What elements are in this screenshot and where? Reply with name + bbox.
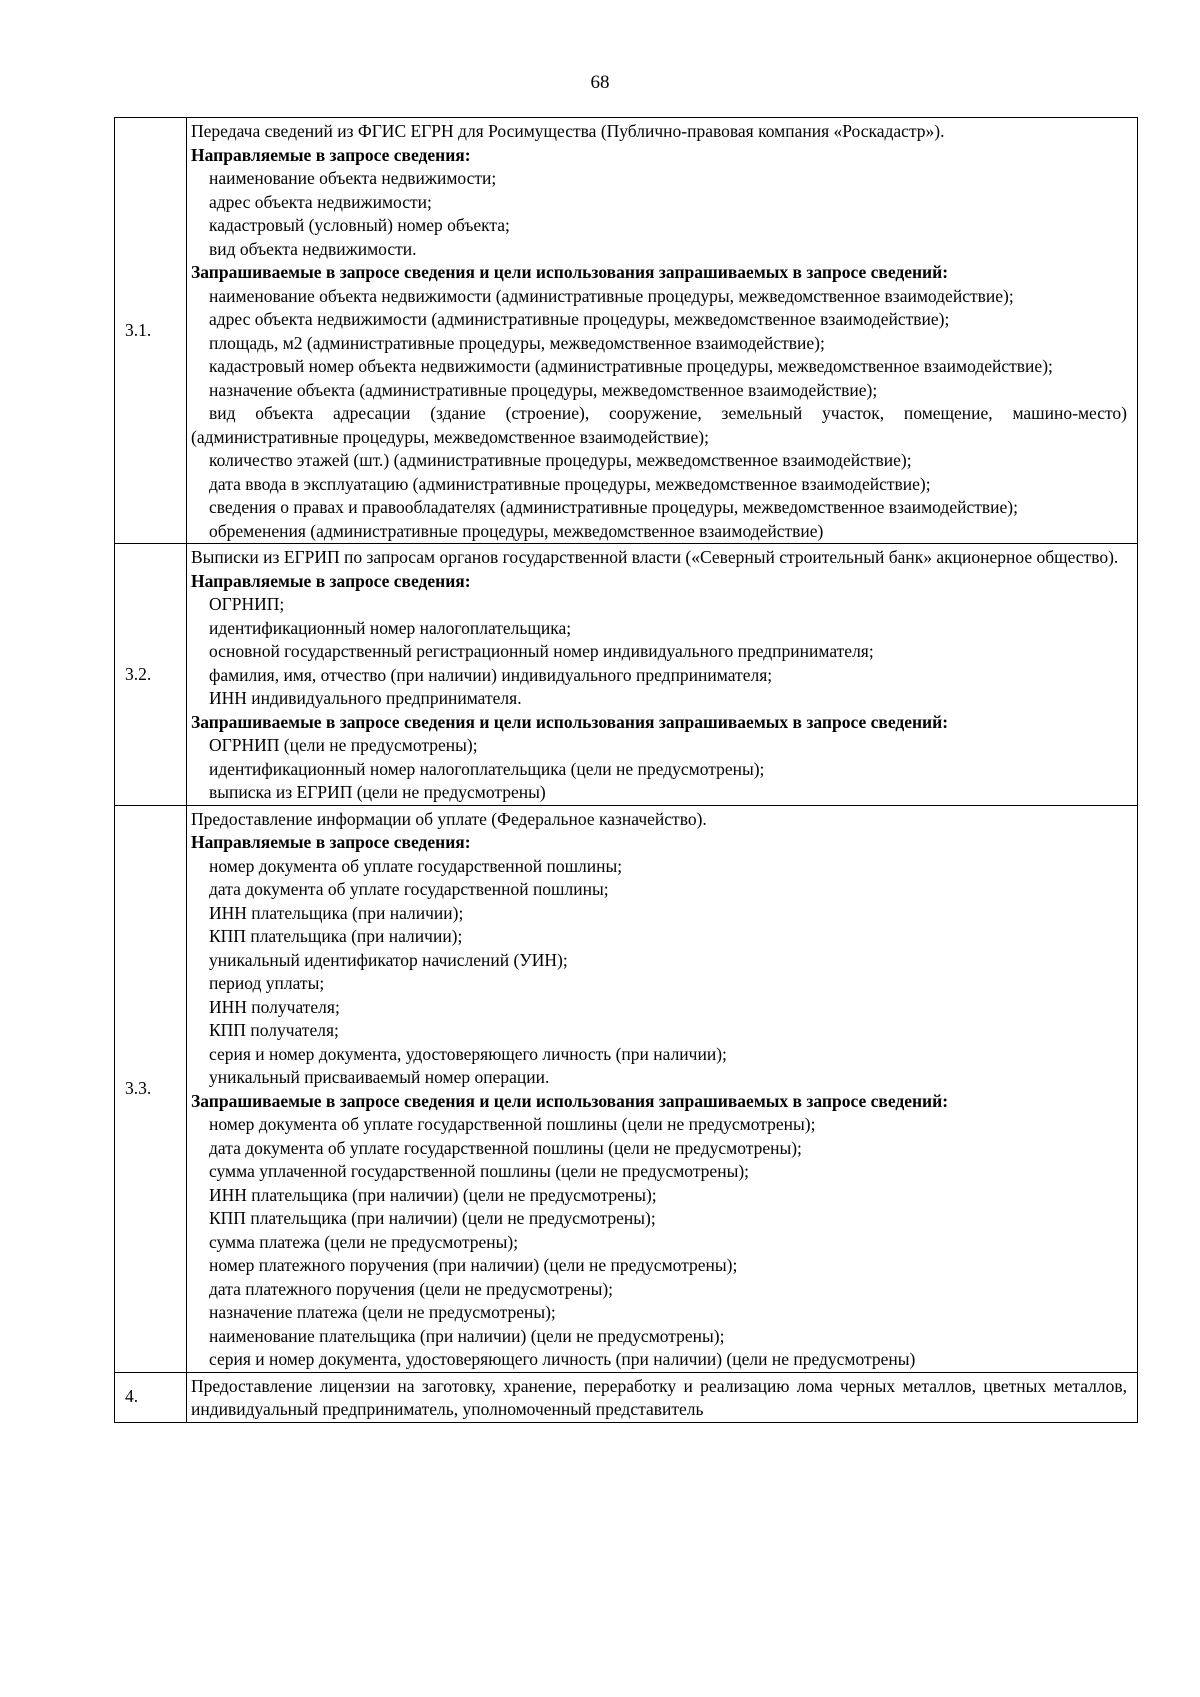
section-heading: Направляемые в запросе сведения: xyxy=(191,144,471,165)
list-item: выписка из ЕГРИП (цели не предусмотрены) xyxy=(209,782,546,802)
row-title: Передача сведений из ФГИС ЕГРН для Росимущества (Публично-правовая компания «Роскадастр»). xyxy=(191,121,945,141)
list-item: назначение объекта (административные процедуры, межведомственное взаимодействие); xyxy=(209,379,878,400)
section-heading: Направляемые в запросе сведения: xyxy=(191,832,471,852)
list-item: период уплаты; xyxy=(209,973,325,993)
list-item: серия и номер документа, удостоверяющего личность (при наличии) (цели не предусмотрены) xyxy=(209,1349,916,1369)
list-item: кадастровый (условный) номер объекта; xyxy=(209,215,510,235)
list-item: идентификационный номер налогоплательщика; xyxy=(209,617,572,638)
list-item: площадь, м2 (административные процедуры, межведомственное взаимодействие); xyxy=(209,332,825,353)
list-item: дата платежного поручения (цели не предусмотрены); xyxy=(209,1278,614,1299)
list-item: сведения о правах и правообладателях (административные процедуры, межведомственное взаимодействие); xyxy=(209,497,1018,517)
list-item: наименование плательщика (при наличии) (цели не предусмотрены); xyxy=(209,1325,725,1346)
row-content xyxy=(187,1372,1138,1422)
row-title: Предоставление лицензии на заготовку, хранение, переработку и реализацию лома черных металлов, цветных металлов, индивидуальный предприниматель, уполномоченный представитель xyxy=(191,1375,1127,1419)
list-item: ИНН индивидуального предпринимателя. xyxy=(209,688,522,708)
row-number: 3.2. xyxy=(115,544,187,806)
services-table-body xyxy=(115,118,1138,1423)
list-item: ОГРНИП; xyxy=(209,594,285,614)
list-item: адрес объекта недвижимости (административные процедуры, межведомственное взаимодействие); xyxy=(209,309,950,329)
row-title: Предоставление информации об уплате (Федеральное казначейство). xyxy=(191,808,707,829)
table-row xyxy=(115,118,1138,544)
list-item: ОГРНИП (цели не предусмотрены); xyxy=(209,735,478,755)
list-item: дата ввода в эксплуатацию (административные процедуры, межведомственное взаимодействие); xyxy=(209,473,931,494)
list-item: ИНН плательщика (при наличии); xyxy=(209,902,464,923)
list-item: идентификационный номер налогоплательщика (цели не предусмотрены); xyxy=(209,758,765,779)
list-item: ИНН плательщика (при наличии) (цели не предусмотрены); xyxy=(209,1184,657,1205)
list-item: наименование объекта недвижимости (административные процедуры, межведомственное взаимодействие); xyxy=(209,285,1014,306)
section-heading: Запрашиваемые в запросе сведения и цели использования запрашиваемых в запросе сведений: xyxy=(191,711,949,732)
table-row xyxy=(115,805,1138,1372)
list-item: номер документа об уплате государственной пошлины (цели не предусмотрены); xyxy=(209,1114,816,1134)
list-item: кадастровый номер объекта недвижимости (административные процедуры, межведомственное взаимодействие); xyxy=(209,356,1053,376)
row-number: 4. xyxy=(115,1372,187,1422)
section-heading: Направляемые в запросе сведения: xyxy=(191,570,471,591)
row-content xyxy=(187,805,1138,1372)
list-item: вид объекта недвижимости. xyxy=(209,238,417,259)
list-item: номер документа об уплате государственной пошлины; xyxy=(209,855,623,876)
table-row xyxy=(115,544,1138,806)
list-item: дата документа об уплате государственной пошлины (цели не предусмотрены); xyxy=(209,1137,802,1158)
list-item: ИНН получателя; xyxy=(209,996,340,1017)
row-content xyxy=(187,118,1138,544)
row-title: Выписки из ЕГРИП по запросам органов государственной власти («Северный строительный банк» акционерное общество). xyxy=(191,547,1119,567)
list-item: уникальный присваиваемый номер операции. xyxy=(209,1067,550,1087)
list-item: назначение платежа (цели не предусмотрены); xyxy=(209,1302,556,1322)
list-item: номер платежного поручения (при наличии) (цели не предусмотрены); xyxy=(209,1255,738,1275)
list-item: серия и номер документа, удостоверяющего личность (при наличии); xyxy=(209,1043,727,1064)
section-heading: Запрашиваемые в запросе сведения и цели использования запрашиваемых в запросе сведений: xyxy=(191,1090,949,1111)
list-item: уникальный идентификатор начислений (УИН); xyxy=(209,949,568,970)
list-item: адрес объекта недвижимости; xyxy=(209,191,432,212)
section-heading: Запрашиваемые в запросе сведения и цели использования запрашиваемых в запросе сведений: xyxy=(191,262,949,282)
services-table xyxy=(114,117,1138,1423)
list-item: КПП получателя; xyxy=(209,1020,339,1040)
list-item: фамилия, имя, отчество (при наличии) индивидуального предпринимателя; xyxy=(209,664,773,685)
list-item: сумма платежа (цели не предусмотрены); xyxy=(209,1231,519,1252)
list-item: наименование объекта недвижимости; xyxy=(209,168,497,188)
row-number: 3.3. xyxy=(115,805,187,1372)
table-row xyxy=(115,1372,1138,1422)
page-number: 68 xyxy=(590,72,610,93)
list-item: сумма уплаченной государственной пошлины (цели не предусмотрены); xyxy=(209,1161,750,1181)
list-item: КПП плательщика (при наличии); xyxy=(209,926,463,946)
row-number: 3.1. xyxy=(115,118,187,544)
list-item: основной государственный регистрационный номер индивидуального предпринимателя; xyxy=(209,641,874,661)
list-item: КПП плательщика (при наличии) (цели не предусмотрены); xyxy=(209,1208,656,1228)
row-content xyxy=(187,544,1138,806)
list-item: обременения (административные процедуры, межведомственное взаимодействие) xyxy=(209,520,824,541)
list-item: вид объекта адресации (здание (строение), сооружение, земельный участок, помещение, машино-место) (административные процедуры, межведомственное взаимодействие); xyxy=(191,403,1127,447)
list-item: количество этажей (шт.) (административные процедуры, межведомственное взаимодействие); xyxy=(209,450,912,470)
list-item: дата документа об уплате государственной пошлины; xyxy=(209,879,609,899)
